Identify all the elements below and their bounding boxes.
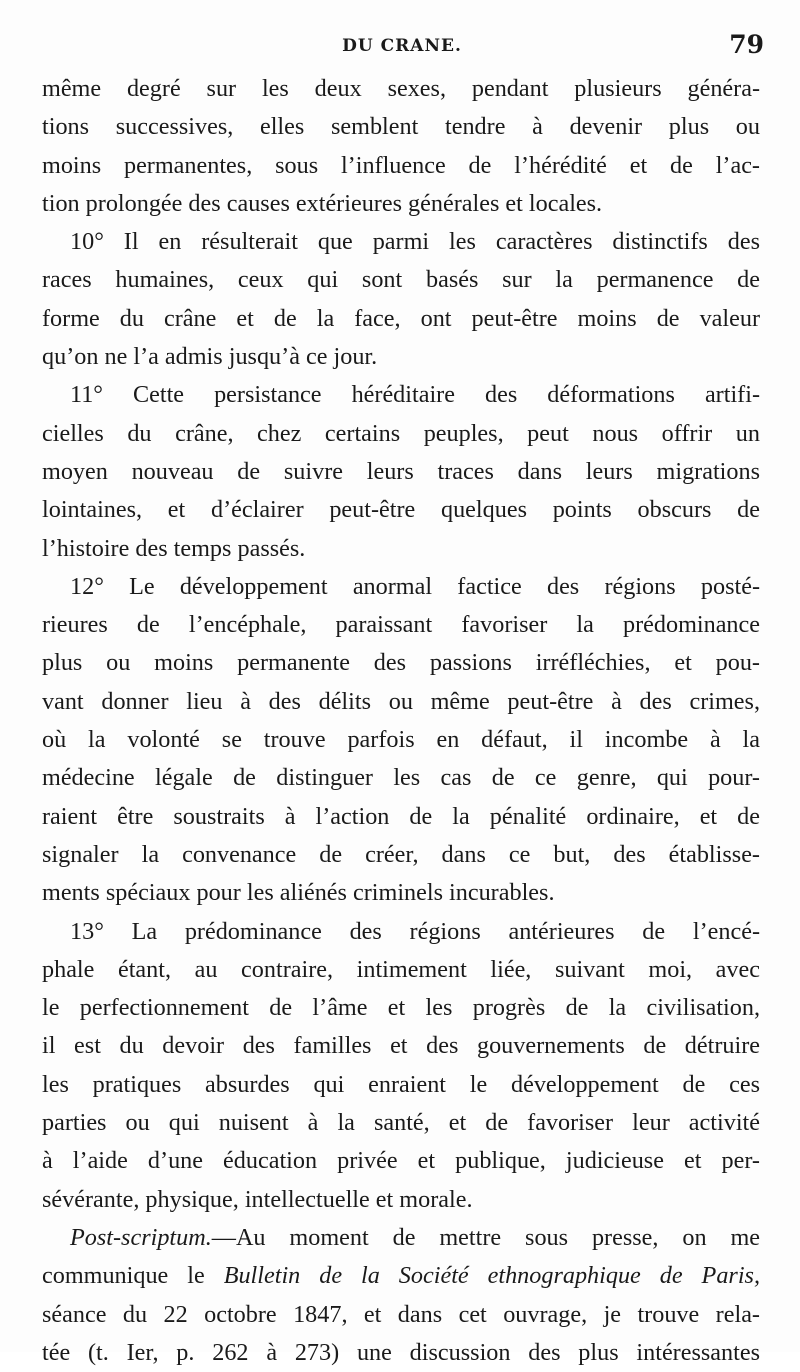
text-line: les pratiques absurdes qui enraient le développement de ces bbox=[42, 1070, 760, 1098]
paragraph-13-start: 13° La prédominance des régions antérieures de l’encé- bbox=[70, 917, 760, 945]
text-line: ments spéciaux pour les aliénés criminels incurables. bbox=[42, 879, 555, 907]
text-line: lointaines, et d’éclairer peut-être quelques points obscurs de bbox=[42, 496, 760, 524]
text-line: même degré sur les deux sexes, pendant plusieurs généra- bbox=[42, 75, 760, 102]
postscript-text: —Au moment de mettre sous presse, on me bbox=[211, 1223, 760, 1251]
text-line: qu’on ne l’a admis jusqu’à ce jour. bbox=[42, 343, 378, 371]
text-line: plus ou moins permanente des passions irréfléchies, et pou- bbox=[42, 649, 760, 677]
text-line: le perfectionnement de l’âme et les progrès de la civilisation, bbox=[42, 994, 760, 1022]
text-line: tions successives, elles semblent tendre à devenir plus ou bbox=[42, 113, 760, 141]
text-line: vant donner lieu à des délits ou même peut-être à des crimes, bbox=[42, 687, 760, 715]
text-line: à l’aide d’une éducation privée et publique, judicieuse et per- bbox=[42, 1147, 760, 1175]
text-line: parties ou qui nuisent à la santé, et de favoriser leur activité bbox=[42, 1109, 760, 1137]
text-line: l’histoire des temps passés. bbox=[42, 534, 306, 562]
text-line: moyen nouveau de suivre leurs traces dans leurs migrations bbox=[42, 457, 760, 485]
text-line: races humaines, ceux qui sont basés sur la permanence de bbox=[42, 266, 760, 294]
page-number: 79 bbox=[729, 30, 764, 59]
body-text bbox=[42, 70, 760, 1372]
text-line: rieures de l’encéphale, paraissant favoriser la prédominance bbox=[42, 611, 760, 639]
paragraph-10-start: 10° Il en résulterait que parmi les caractères distinctifs des bbox=[70, 228, 760, 256]
text-line: tion prolongée des causes extérieures générales et locales. bbox=[42, 189, 603, 217]
postscript-label: Post-scriptum. bbox=[70, 1223, 212, 1251]
text-line: médecine légale de distinguer les cas de ce genre, qui pour- bbox=[42, 764, 760, 792]
paragraph-12-start: 12° Le développement anormal factice des régions posté- bbox=[70, 572, 760, 600]
paragraph-11-start: 11° Cette persistance héréditaire des déformations artifi- bbox=[70, 381, 760, 409]
bulletin-title: Bulletin de la Société ethnographique de Paris, bbox=[223, 1262, 760, 1290]
text-line: où la volonté se trouve parfois en défaut, il incombe à la bbox=[42, 726, 760, 754]
text-line: phale étant, au contraire, intimement liée, suivant moi, avec bbox=[42, 955, 760, 983]
postscript-line: tée (t. Ier, p. 262 à 273) une discussion des plus intéressantes bbox=[42, 1338, 760, 1366]
text-line: raient être soustraits à l’action de la pénalité ordinaire, et de bbox=[42, 802, 760, 830]
text-line: signaler la convenance de créer, dans ce but, des établisse- bbox=[42, 840, 760, 868]
text-line: forme du crâne et de la face, ont peut-être moins de valeur bbox=[42, 304, 760, 332]
text-line: cielles du crâne, chez certains peuples, peut nous offrir un bbox=[42, 419, 760, 447]
postscript-line bbox=[42, 1257, 760, 1295]
running-title: DU CRANE. bbox=[342, 36, 462, 56]
postscript-line bbox=[42, 1219, 760, 1257]
postscript-text: communique le bbox=[42, 1262, 224, 1290]
running-head bbox=[40, 30, 764, 64]
text-line: moins permanentes, sous l’influence de l’hérédité et de l’ac- bbox=[42, 151, 760, 179]
postscript-line: séance du 22 octobre 1847, et dans cet ouvrage, je trouve rela- bbox=[42, 1300, 760, 1328]
text-line: il est du devoir des familles et des gouvernements de détruire bbox=[42, 1032, 760, 1060]
text-line: sévérante, physique, intellectuelle et morale. bbox=[42, 1185, 473, 1213]
